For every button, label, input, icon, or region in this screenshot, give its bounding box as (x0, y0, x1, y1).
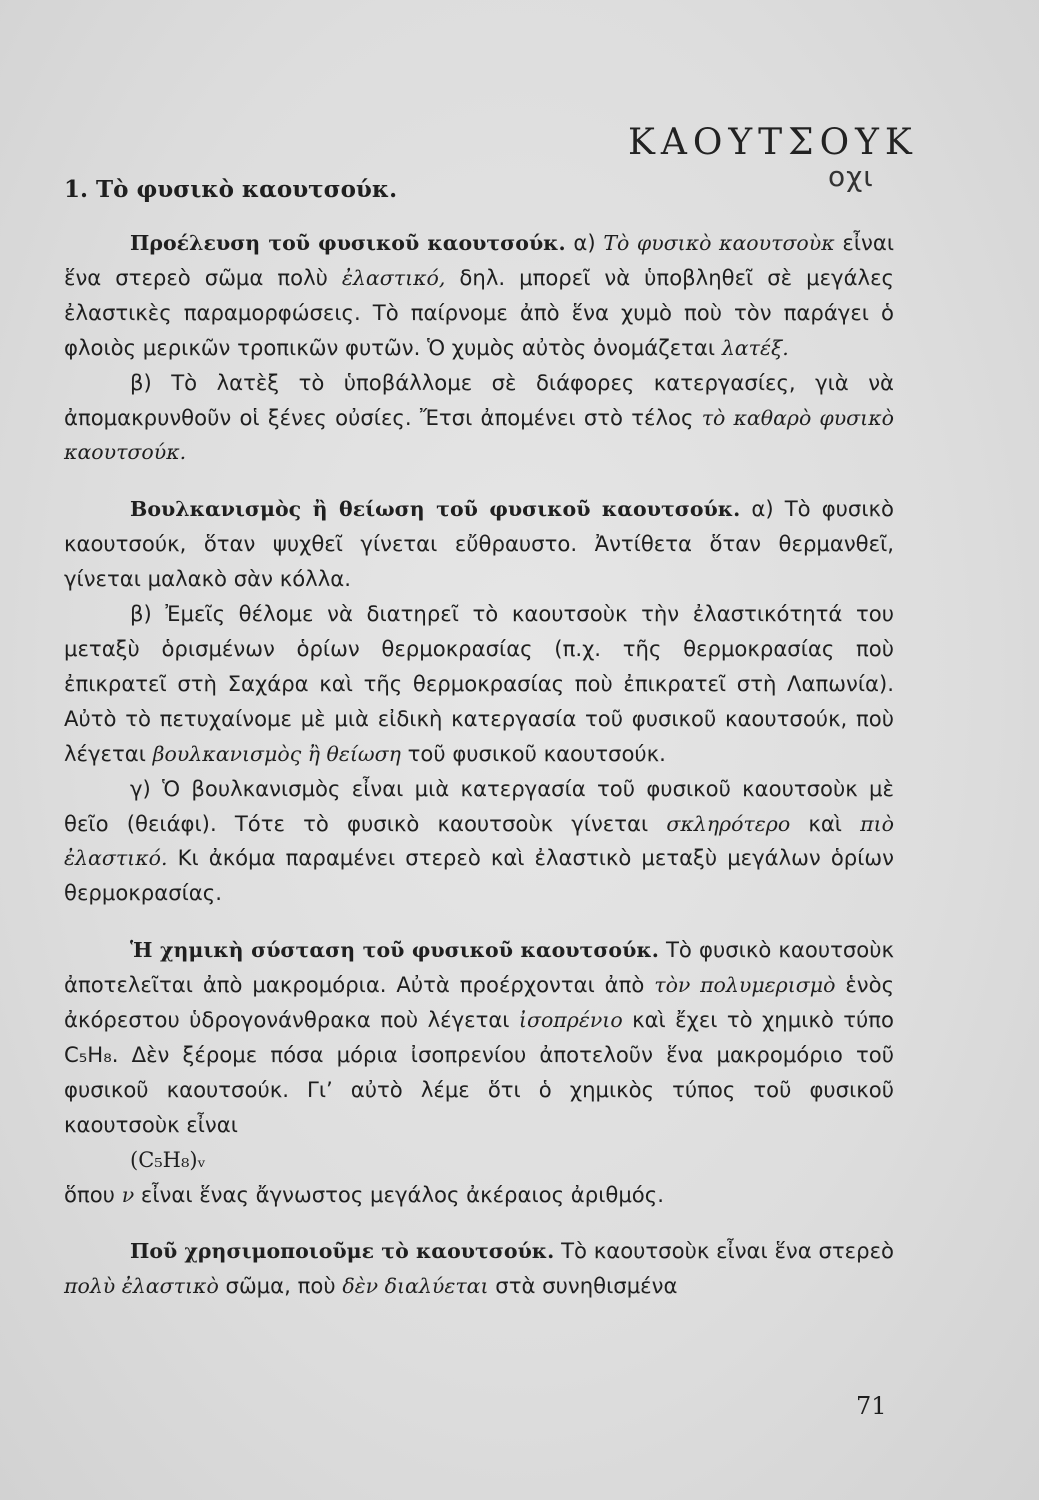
text-run: α) Τὸ φυσικὸ καουτσούκ, ὅταν ψυχθεῖ γίνεται εὔθραυστο. Ἀντίθετα ὅταν θερμανθεῖ, γίνεται μαλακὸ σὰν κόλλα. (64, 496, 894, 592)
text-run: τοῦ φυσικοῦ καουτσούκ. (400, 740, 666, 766)
paragraph-heading: Προέλευση τοῦ φυσικοῦ καουτσούκ. (130, 231, 566, 255)
paragraph-formula-explanation (64, 1178, 894, 1213)
paragraph-uses (64, 1234, 894, 1304)
italic-term: πολὺ ἐλαστικὸ (64, 1274, 219, 1299)
text-run: Κι ἀκόμα παραμένει στερεὸ καὶ ἐλαστικὸ μεταξὺ μεγάλων ὁρίων θερμοκρασίας. (64, 845, 894, 906)
text-run: σῶμα, ποὺ (218, 1273, 343, 1299)
text-run: β) Ἐμεῖς θέλομε νὰ διατηρεῖ τὸ καουτσοὺκ τὴν ἐλαστικότητά του μεταξὺ ὁρισμένων ὁρίων θερμοκρασίας (π.χ. τῆς θερμοκρασίας ποὺ ἐπικρατεῖ στὴ Σαχάρα καὶ τῆς θερμοκρασίας ποὺ ἐπικρατεῖ στὴ Λαπωνία). Αὐτὸ τὸ πετυχαίνομε μὲ μιὰ εἰδικὴ κατεργασία τοῦ φυσικοῦ καουτσούκ, ποὺ λέγεται (64, 601, 894, 766)
paragraph-heading: Βουλκανισμὸς ἢ θείωση τοῦ φυσικοῦ καουτσούκ. (130, 497, 741, 522)
text-run: καὶ (790, 810, 861, 836)
chemical-formula: (C₅H₈)ᵥ (130, 1147, 206, 1172)
text-run: εἶναι ἕνας ἄγνωστος μεγάλος ἀκέραιος ἀριθμός. (134, 1181, 664, 1207)
italic-term: Τὸ φυσικὸ καουτσοὺκ (603, 231, 835, 255)
italic-term: βουλκανισμὸς ἢ θείωση (152, 741, 401, 766)
italic-term: σκληρότερο (666, 811, 791, 836)
text-run: καὶ ἔχει τὸ χημικὸ τύπο C₅H₈. Δὲν ξέρομε πόσα μόρια ἰσοπρενίου ἀποτελοῦν ἕνα μακρομόριο τοῦ φυσικοῦ καουτσούκ. Γι’ αὐτὸ λέμε ὅτι ὁ χημικὸς τύπος τοῦ φυσικοῦ καουτσοὺκ εἶναι (64, 1007, 894, 1137)
paragraph-heading: Ποῦ χρησιμοποιοῦμε τὸ καουτσούκ. (130, 1239, 555, 1264)
page-number: 71 (856, 1392, 887, 1420)
text-run: ἑνὸς ἀκόρεστου ὑδρογονάνθρακα ποὺ λέγεται (64, 972, 894, 1033)
text-run: εἶναι ἕνα στερεὸ σῶμα πολὺ (64, 230, 894, 290)
text-run: Τὸ φυσικὸ καουτσοὺκ ἀποτελεῖται ἀπὸ μακρομόρια. Αὐτὰ προέρχονται ἀπὸ (64, 937, 894, 998)
italic-term: δὲν διαλύεται (342, 1274, 489, 1299)
paragraph-sulfur (64, 772, 894, 912)
italic-term: ἰσοπρένιο (518, 1008, 623, 1033)
text-run: δηλ. μπορεῖ νὰ ὑποβληθεῖ σὲ μεγάλες ἐλαστικὲς παραμορφώσεις. Τὸ παίρνομε ἀπὸ ἕνα χυμὸ ποὺ τὸν παράγει ὁ φλοιὸς μερικῶν τροπικῶν φυτῶν. Ὁ χυμὸς αὐτὸς ὀνομάζεται (64, 264, 894, 360)
text-run: α) (565, 230, 604, 255)
handwritten-annotation: οχι (828, 160, 874, 193)
italic-term: πιὸ ἐλαστικό. (64, 811, 895, 871)
italic-term: ν (121, 1182, 135, 1207)
chapter-title: ΚΑΟΥΤΣΟΥΚ (628, 122, 918, 163)
italic-term: ἐλαστικό, (341, 265, 446, 290)
paragraph-chemistry (64, 933, 894, 1142)
italic-term: τὸν πολυμερισμὸ (654, 973, 836, 998)
paragraph-vulcanization (64, 492, 894, 597)
body-text (64, 226, 894, 1304)
paragraph-origin (64, 226, 894, 366)
text-run: Τὸ καουτσοὺκ εἶναι ἕνα στερεὸ (554, 1238, 894, 1264)
text-run: ὅπου (64, 1181, 122, 1207)
section-heading: 1. Τὸ φυσικὸ καουτσούκ. (64, 176, 398, 203)
italic-term: τὸ καθαρὸ φυσικὸ καουτσούκ. (64, 405, 894, 465)
paragraph-elasticity (64, 597, 894, 772)
paragraph-latex-processing (64, 366, 894, 471)
text-run: στὰ συνηθισμένα (488, 1273, 678, 1299)
paragraph-heading: Ἡ χημικὴ σύσταση τοῦ φυσικοῦ καουτσούκ. (130, 938, 659, 963)
text-run: γ) Ὁ βουλκανισμὸς εἶναι μιὰ κατεργασία τοῦ φυσικοῦ καουτσοὺκ μὲ θεῖο (θειάφι). Τότε τὸ φυσικὸ καουτσοὺκ γίνεται (64, 775, 894, 836)
formula-line (64, 1143, 894, 1178)
text-run: β) Τὸ λατὲξ τὸ ὑποβάλλομε σὲ διάφορες κατεργασίες, γιὰ νὰ ἀπομακρυνθοῦν οἱ ξένες οὐσίες. Ἔτσι ἀπομένει στὸ τέλος (64, 369, 894, 430)
italic-term: λατέξ. (721, 335, 789, 360)
